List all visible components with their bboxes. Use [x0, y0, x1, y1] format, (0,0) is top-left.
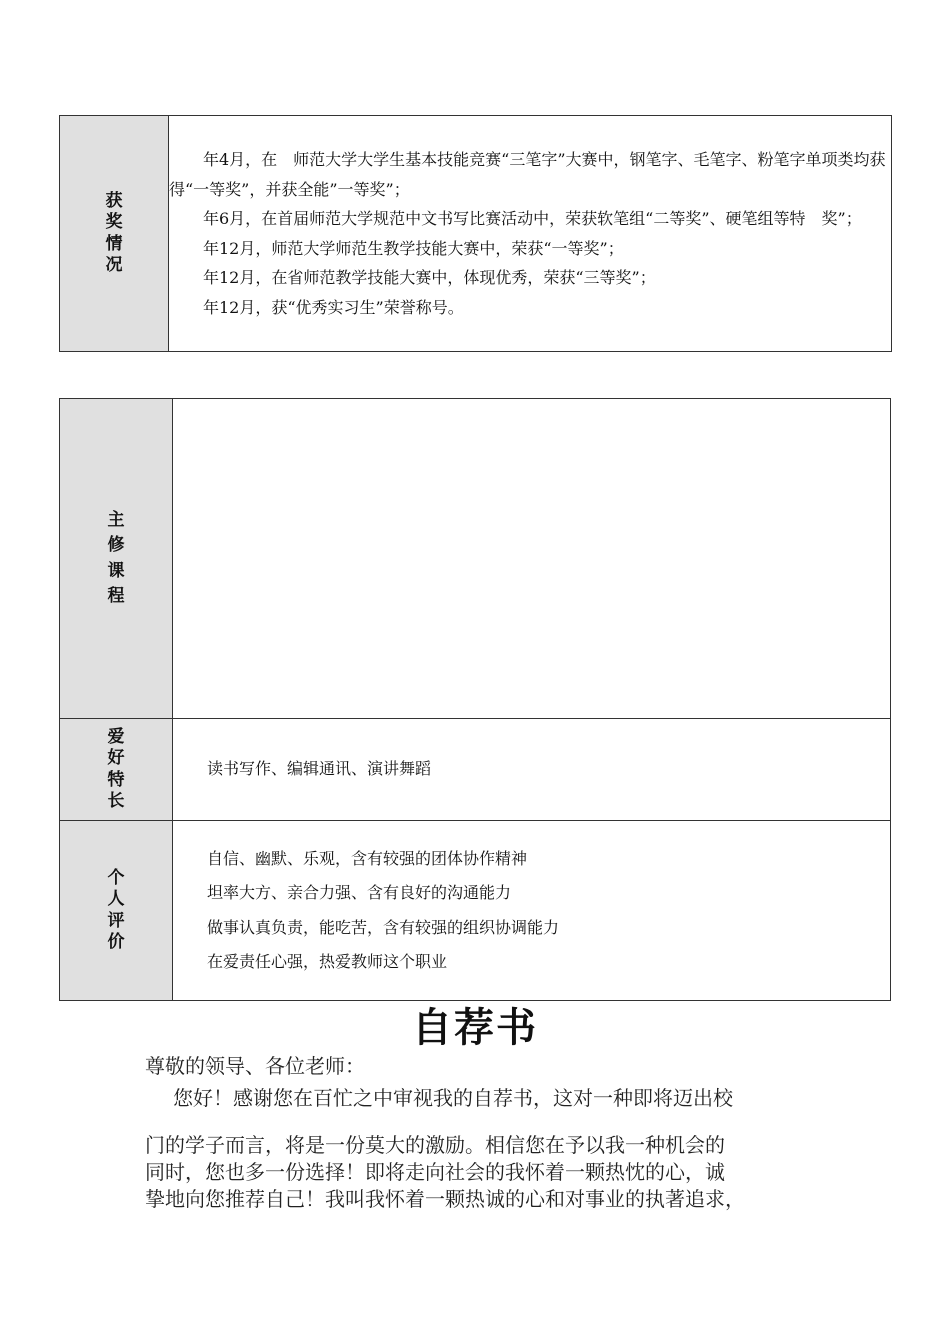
evaluation-label-cell [60, 821, 173, 1001]
awards-label: 获奖情况 [105, 191, 123, 275]
letter-line-2: 门的学子而言，将是一份莫大的激励。相信您在予以我一种机会的 [145, 1133, 725, 1157]
evaluation-content [173, 821, 891, 1001]
courses-label-cell [60, 399, 173, 719]
evaluation-label: 个人评价 [107, 868, 125, 952]
evaluation-item-4: 在爱责任心强，热爱教师这个职业 [207, 952, 448, 971]
award-item-1: 年4月，在 师范大学大学生基本技能竞赛“三笔字”大赛中，钢笔字、毛笔字、粉笔字单项类均获得“一等奖”，并获全能”一等奖”； [169, 150, 886, 199]
letter-line-1: 您好！感谢您在百忙之中审视我的自荐书，这对一种即将迈出校 [173, 1086, 733, 1110]
letter-body [145, 1050, 815, 1213]
evaluation-item-1: 自信、幽默、乐观，含有较强的团体协作精神 [207, 848, 528, 868]
courses-content [173, 399, 891, 719]
award-item-5: 年12月，获“优秀实习生”荣誉称号。 [203, 297, 464, 317]
courses-label: 主修课程 [107, 509, 125, 606]
hobbies-label: 爱好特长 [107, 727, 125, 811]
award-item-4: 年12月，在省师范教学技能大赛中，体现优秀，荣获“三等奖”； [203, 268, 656, 287]
awards-label-cell [60, 116, 169, 352]
hobbies-text: 读书写作、编辑通讯、演讲舞蹈 [207, 759, 432, 779]
award-item-3: 年12月，师范大学师范生教学技能大赛中，荣获“一等奖”； [203, 238, 624, 258]
letter-title: 自荐书 [412, 1005, 538, 1051]
awards-table [59, 115, 892, 352]
letter-line-4: 挚地向您推荐自己！我叫我怀着一颗热诚的心和对事业的执著追求， [145, 1187, 745, 1211]
hobbies-content [173, 719, 891, 821]
hobbies-label-cell [60, 719, 173, 821]
profile-table [59, 398, 891, 1001]
letter-line-3: 同时，您也多一份选择！即将走向社会的我怀着一颗热忱的心，诚 [145, 1160, 725, 1184]
evaluation-item-2: 坦率大方、亲合力强、含有良好的沟通能力 [207, 883, 512, 902]
awards-content [169, 116, 892, 352]
letter-salutation: 尊敬的领导、各位老师： [145, 1054, 365, 1078]
evaluation-item-3: 做事认真负责，能吃苦，含有较强的组织协调能力 [207, 917, 560, 937]
award-item-2: 年6月，在首届师范大学规范中文书写比赛活动中，荣获软笔组“二等奖”、硬笔组等特 奖”； [203, 209, 862, 228]
